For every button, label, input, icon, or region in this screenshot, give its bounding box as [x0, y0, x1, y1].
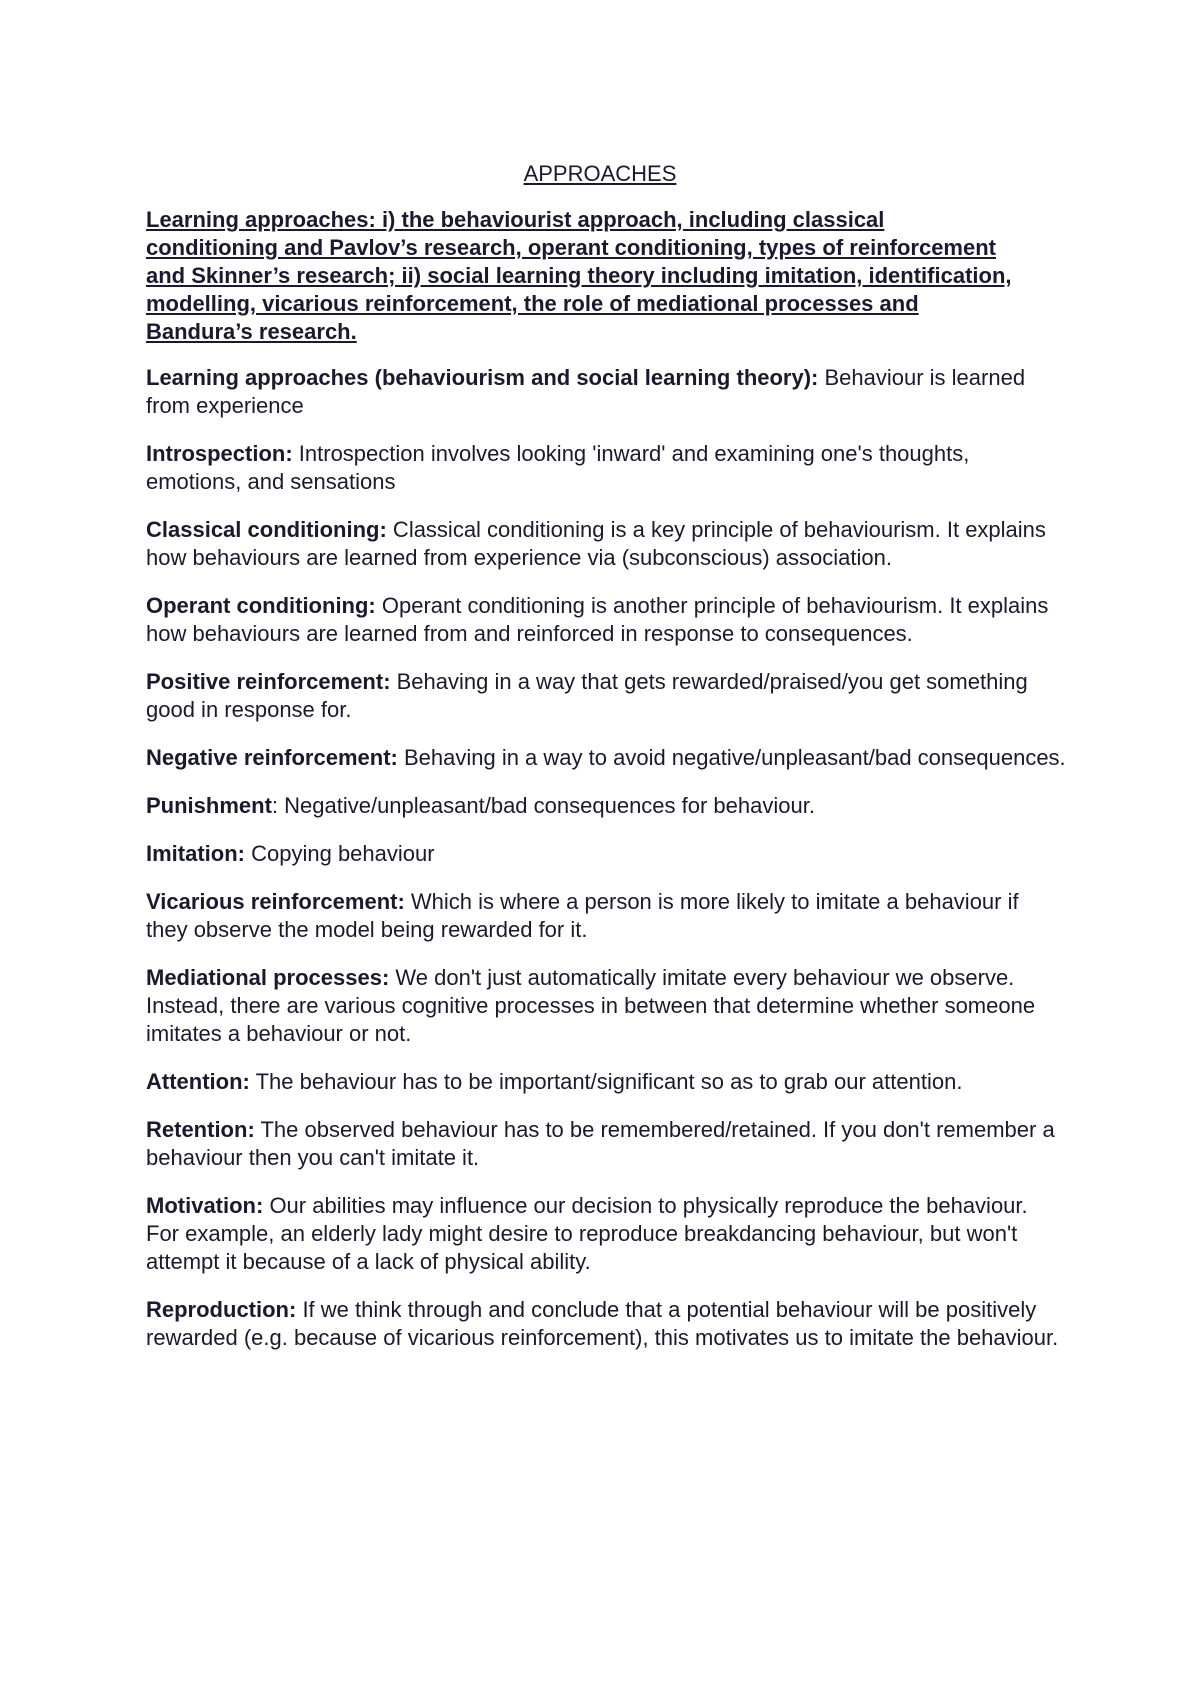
glossary-term: Motivation:	[146, 1193, 264, 1218]
glossary-term: Mediational processes:	[146, 965, 390, 990]
document-body	[146, 160, 1066, 1372]
glossary-entry	[146, 1116, 1066, 1172]
glossary-definition: : Negative/unpleasant/bad consequences for behaviour.	[271, 793, 815, 818]
glossary-entry	[146, 964, 1066, 1048]
glossary-definition: Behaving in a way that gets rewarded/praised/you get something good in response for.	[146, 669, 1028, 722]
glossary-entry	[146, 744, 1066, 772]
glossary-entry	[146, 792, 1066, 820]
glossary-entry	[146, 840, 1066, 868]
glossary-definition: Copying behaviour	[245, 841, 435, 866]
glossary-term: Vicarious reinforcement:	[146, 889, 405, 914]
glossary-term: Positive reinforcement:	[146, 669, 391, 694]
glossary-term: Learning approaches (behaviourism and social learning theory):	[146, 365, 819, 390]
glossary-definition: We don't just automatically imitate every behaviour we observe. Instead, there are various cognitive processes in between that determine whether someone imitates a behaviour or not.	[146, 965, 1036, 1046]
glossary-definition: Which is where a person is more likely to imitate a behaviour if they observe the model being rewarded for it.	[146, 889, 1019, 942]
glossary-term: Attention:	[146, 1069, 250, 1094]
specification-heading: Learning approaches: i) the behaviourist approach, including classical conditioning and Pavlov’s research, operant conditioning, types of reinforcement and Skinner’s research; ii) social learning theory including imitation, identification, modelling, vicarious reinforcement, the role of mediational processes and Bandura’s research.	[146, 207, 1012, 344]
glossary-definition: Operant conditioning is another principle of behaviourism. It explains how behaviours are learned from and reinforced in response to consequences.	[146, 593, 1049, 646]
glossary-definition: The observed behaviour has to be remembered/retained. If you don't remember a behaviour then you can't imitate it.	[146, 1117, 1055, 1170]
glossary-term: Introspection:	[146, 441, 293, 466]
glossary-entry	[146, 516, 1066, 572]
glossary-entry	[146, 1296, 1066, 1352]
glossary-definition: If we think through and conclude that a potential behaviour will be positively rewarded (e.g. because of vicarious reinforcement), this motivates us to imitate the behaviour.	[146, 1297, 1059, 1350]
glossary-entry	[146, 668, 1066, 724]
glossary-definition: Behaviour is learned from experience	[146, 365, 1026, 418]
glossary-entry	[146, 888, 1066, 944]
glossary-entry	[146, 364, 1066, 420]
glossary-term: Retention:	[146, 1117, 255, 1142]
glossary-term: Punishment	[146, 793, 272, 818]
glossary-definition: Behaving in a way to avoid negative/unpleasant/bad consequences.	[397, 745, 1066, 770]
glossary-definition: The behaviour has to be important/significant so as to grab our attention.	[249, 1069, 963, 1094]
glossary-definition: Classical conditioning is a key principle of behaviourism. It explains how behaviours are learned from experience via (subconscious) association.	[146, 517, 1046, 570]
glossary-term: Negative reinforcement:	[146, 745, 398, 770]
glossary-term: Imitation:	[146, 841, 245, 866]
glossary-entry	[146, 1068, 1066, 1096]
glossary-entry	[146, 440, 1066, 496]
document-title: APPROACHES	[523, 161, 677, 186]
glossary-definition: Our abilities may influence our decision to physically reproduce the behaviour. For example, an elderly lady might desire to reproduce breakdancing behaviour, but won't attempt it because of a lack of physical ability.	[146, 1193, 1028, 1274]
glossary-term: Reproduction:	[146, 1297, 297, 1322]
glossary-entry	[146, 1192, 1066, 1276]
glossary-term: Operant conditioning:	[146, 593, 376, 618]
glossary-list	[146, 364, 1066, 1352]
glossary-term: Classical conditioning:	[146, 517, 387, 542]
glossary-definition: Introspection involves looking 'inward' and examining one's thoughts, emotions, and sensations	[146, 441, 970, 494]
glossary-entry	[146, 592, 1066, 648]
